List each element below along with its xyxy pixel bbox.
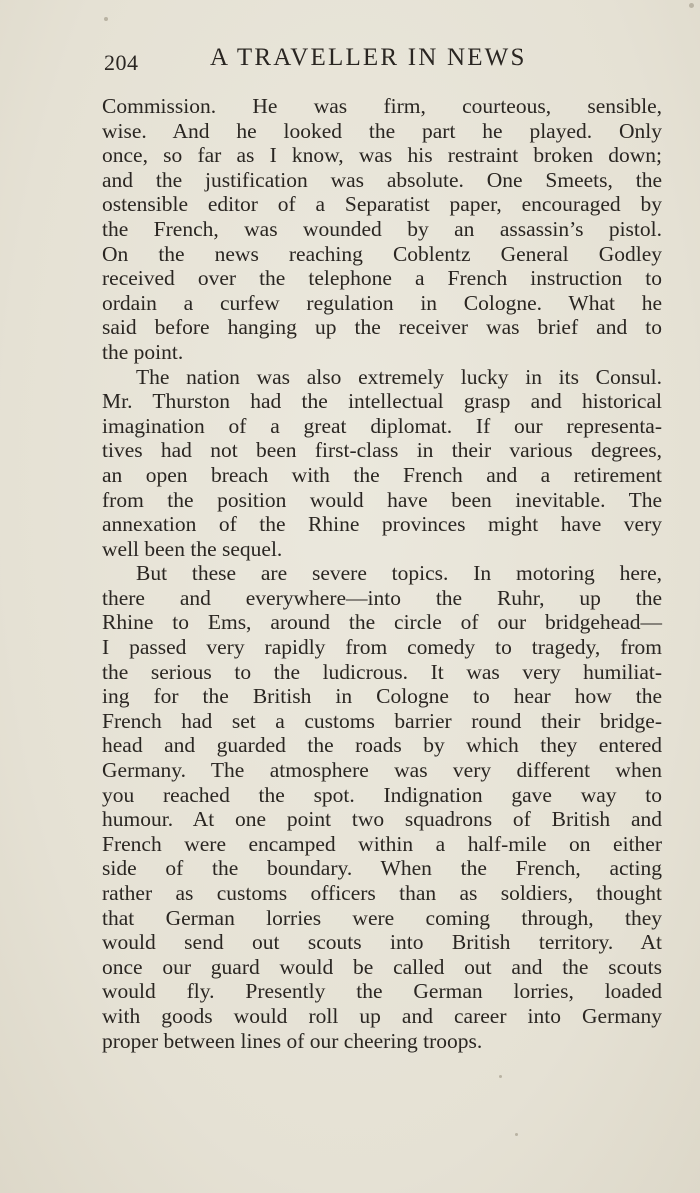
text-line: Commission. He was firm, courteous, sensible,: [102, 94, 662, 118]
text-line: French were encamped within a half-mile on either: [102, 831, 662, 856]
text-line: that German lorries were coming through, they: [102, 905, 662, 930]
text-line: there and everywhere—into the Ruhr, up the: [102, 585, 662, 610]
text-line: you reached the spot. Indignation gave way to: [102, 782, 662, 807]
text-line: rather as customs officers than as soldiers, thought: [102, 881, 662, 905]
text-line: French had set a customs barrier round their bridge-: [102, 708, 662, 733]
text-line: from the position would have been inevitable. The: [102, 487, 662, 512]
paper-speck: [515, 1133, 518, 1136]
text-line: Mr. Thurston had the intellectual grasp and historical: [102, 389, 662, 414]
text-line: once our guard would be called out and the scouts: [102, 954, 662, 979]
text-line: head and guarded the roads by which they entered: [102, 733, 662, 758]
text-line: imagination of a great diplomat. If our representa-: [102, 413, 662, 438]
page-number: 204: [104, 50, 139, 75]
text-line: The nation was also extremely lucky in its Consul.: [136, 364, 662, 389]
text-line: humour. At one point two squadrons of British and: [102, 807, 662, 832]
text-line: But these are severe topics. In motoring here,: [136, 561, 662, 586]
paper-speck: [689, 3, 694, 8]
text-line: the serious to the ludicrous. It was very humiliat-: [102, 659, 662, 684]
text-line: ing for the British in Cologne to hear how the: [102, 684, 662, 709]
text-line: would send out scouts into British territory. At: [102, 930, 662, 955]
text-line: the point.: [102, 339, 184, 364]
text-line: Rhine to Ems, around the circle of our bridgehead—: [102, 610, 662, 635]
text-line: tives had not been first-class in their various degrees,: [102, 438, 662, 463]
text-line: proper between lines of our cheering troops.: [102, 1028, 483, 1053]
text-line: ordain a curfew regulation in Cologne. What he: [102, 290, 662, 315]
running-title: A TRAVELLER IN NEWS: [210, 44, 527, 71]
text-line: with goods would roll up and career into Germany: [102, 1003, 662, 1028]
text-line: I passed very rapidly from comedy to tragedy, from: [102, 635, 662, 660]
text-line: side of the boundary. When the French, acting: [102, 856, 662, 881]
text-line: the French, was wounded by an assassin’s pistol.: [102, 216, 662, 241]
text-line: well been the sequel.: [102, 536, 283, 561]
paper-speck: [499, 1075, 502, 1078]
text-line: annexation of the Rhine provinces might have very: [102, 512, 662, 537]
text-line: once, so far as I know, was his restraint broken down;: [102, 143, 662, 168]
text-line: would fly. Presently the German lorries, loaded: [102, 979, 662, 1004]
text-line: Germany. The atmosphere was very different when: [102, 758, 662, 783]
text-line: and the justification was absolute. One Smeets, the: [102, 167, 662, 192]
text-line: wise. And he looked the part he played. Only: [102, 118, 662, 143]
text-line: On the news reaching Coblentz General Godley: [102, 241, 662, 266]
text-line: an open breach with the French and a retirement: [102, 462, 662, 487]
text-line: said before hanging up the receiver was brief and to: [102, 315, 662, 340]
text-line: ostensible editor of a Separatist paper, encouraged by: [102, 192, 662, 217]
body-text: [102, 94, 662, 1053]
text-line: received over the telephone a French instruction to: [102, 266, 662, 291]
page-header: [104, 44, 664, 80]
paper-speck: [104, 17, 108, 21]
